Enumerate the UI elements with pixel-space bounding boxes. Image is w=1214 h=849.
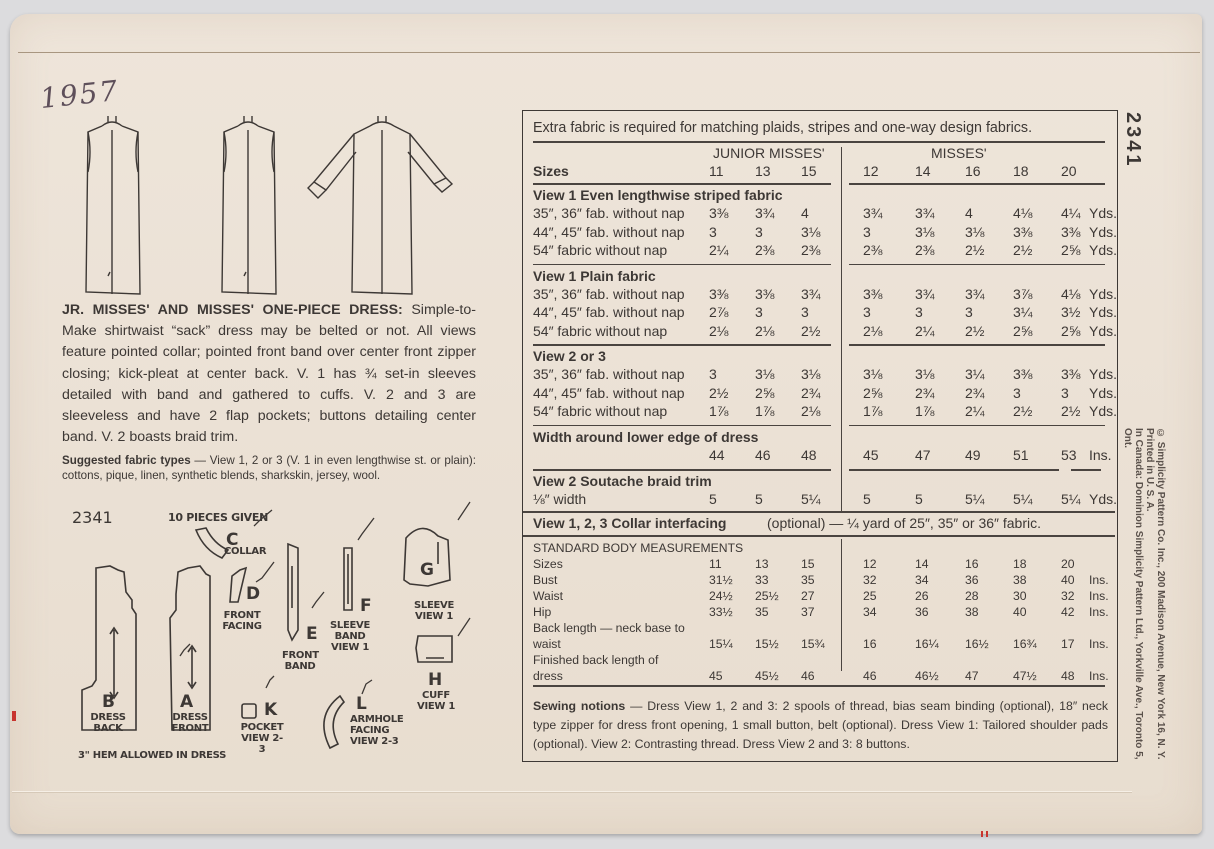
unit-label: Yds. — [1089, 403, 1118, 419]
pattern-pieces-diagram — [60, 500, 485, 770]
unit-label: Ins. — [1089, 637, 1109, 651]
piece-d-label: FRONT FACING — [222, 610, 262, 632]
unit-label: Ins. — [1089, 669, 1109, 683]
divider — [849, 344, 1105, 346]
value-cell: 5 — [709, 491, 717, 507]
value-cell: 47 — [965, 669, 979, 683]
value-cell: 15½ — [755, 637, 779, 651]
collar-interfacing-label: View 1, 2, 3 Collar interfacing — [533, 515, 727, 531]
value-cell: 3 — [1061, 384, 1069, 401]
value-cell: 15¼ — [709, 637, 733, 651]
row-label: dress — [533, 669, 563, 683]
row-label: 54″ fabric without nap — [533, 403, 668, 419]
braid-trim-title — [533, 473, 1113, 491]
value-cell: 3⅜ — [1061, 223, 1081, 240]
value-cell: 3⅛ — [863, 366, 883, 382]
value-cell: 3¾ — [965, 285, 985, 302]
piece-l-letter: L — [356, 694, 367, 714]
value-cell: 5¼ — [1013, 491, 1033, 507]
value-cell: 53 — [1061, 447, 1077, 463]
value-cell: 30 — [1013, 589, 1027, 603]
value-cell: 4⅛ — [1013, 205, 1033, 221]
value-cell: 2½ — [965, 242, 985, 258]
value-cell: 13 — [755, 163, 771, 179]
value-cell: 20 — [1061, 163, 1077, 179]
body-measurements-title-row — [533, 541, 1113, 557]
divider — [533, 141, 1105, 143]
value-cell: 3⅛ — [801, 366, 821, 382]
value-cell: 2¼ — [965, 403, 985, 419]
value-cell: 36 — [915, 605, 929, 619]
piece-l-armhole-facing-outline — [324, 696, 344, 748]
piece-e-letter: E — [306, 624, 318, 644]
measurement-row — [533, 557, 1113, 573]
value-cell: 2⅜ — [863, 242, 883, 258]
value-cell: 47½ — [1013, 669, 1037, 683]
piece-h-label: CUFF VIEW 1 — [417, 690, 455, 712]
fabric-types-label: Suggested fabric types — [62, 454, 191, 467]
value-cell: 5 — [863, 491, 871, 507]
piece-e-label: FRONT BAND — [282, 650, 319, 672]
value-cell: 3 — [915, 304, 923, 320]
envelope-flap-fold — [18, 52, 1200, 53]
value-cell: 3⅜ — [863, 285, 883, 302]
value-cell: 3⅛ — [915, 366, 935, 382]
value-cell: 3⅛ — [801, 223, 821, 240]
yardage-row — [533, 403, 1118, 421]
value-cell: 15 — [801, 163, 817, 179]
suggested-fabric-types — [62, 453, 476, 483]
value-cell: 16¼ — [915, 637, 939, 651]
view-2-back-sketch — [222, 116, 276, 294]
value-cell: 34 — [915, 573, 929, 587]
value-cell: 2⅝ — [755, 384, 775, 401]
value-cell: 32 — [1061, 589, 1075, 603]
value-cell: 11 — [709, 557, 722, 571]
piece-b-letter: B — [102, 692, 115, 712]
value-cell: 5 — [755, 491, 763, 507]
value-cell: 3¼ — [1013, 304, 1033, 320]
braid-trim-label: View 2 Soutache braid trim — [533, 473, 712, 489]
value-cell: 44 — [709, 447, 725, 463]
divider — [1071, 469, 1101, 471]
yardage-row — [533, 223, 1118, 242]
piece-d-letter: D — [246, 584, 261, 604]
value-cell: 5¼ — [1061, 491, 1081, 507]
section-title-row — [533, 348, 1113, 366]
value-cell: 15¾ — [801, 637, 825, 651]
value-cell: 2½ — [965, 322, 985, 339]
measurement-row — [533, 669, 1113, 685]
sewing-notions-label: Sewing notions — [533, 699, 626, 713]
hem-allowance-note: 3" HEM ALLOWED IN DRESS — [78, 750, 227, 761]
value-cell: 3⅜ — [709, 205, 729, 221]
fabric-types-text: — View 1, 2 or 3 (V. 1 in even lengthwise st. or plain): cottons, pique, linen, synthetic blends, sharkskin, jersey, wool. — [62, 454, 476, 482]
value-cell: 3⅜ — [1013, 366, 1033, 382]
value-cell: 3¼ — [965, 366, 985, 382]
measurement-row — [533, 621, 1113, 637]
braid-trim-row — [533, 491, 1118, 509]
value-cell: 2⅛ — [709, 322, 729, 339]
value-cell: 2⅜ — [755, 242, 775, 258]
value-cell: 45 — [709, 669, 723, 683]
piece-e-front-band-outline — [288, 544, 298, 640]
value-cell: 13 — [755, 557, 769, 571]
divider — [849, 425, 1105, 427]
value-cell: 31½ — [709, 573, 733, 587]
value-cell: 2½ — [1013, 242, 1033, 258]
copyright-vertical — [1122, 428, 1166, 768]
measurement-row — [533, 605, 1113, 621]
piece-g-letter: G — [420, 560, 434, 580]
size-group-header — [533, 145, 1113, 163]
row-label: 44″, 45″ fab. without nap — [533, 223, 685, 240]
value-cell: 3 — [709, 223, 717, 240]
piece-c-label: COLLAR — [224, 546, 267, 557]
value-cell: 2⅜ — [915, 242, 935, 258]
value-cell: 3⅞ — [1013, 285, 1033, 302]
piece-h-letter: H — [428, 670, 443, 690]
piece-b-label: DRESS BACK — [90, 712, 126, 734]
value-cell: 40 — [1061, 573, 1075, 587]
value-cell: 24½ — [709, 589, 733, 603]
value-cell: 32 — [863, 573, 877, 587]
section-title-row — [533, 187, 1113, 205]
value-cell: 2⅝ — [1061, 242, 1081, 258]
measurement-row — [533, 589, 1113, 605]
width-lower-edge-label: Width around lower edge of dress — [533, 429, 759, 445]
pattern-number-vertical: 2341 — [1122, 112, 1144, 169]
unit-label: Ins. — [1089, 447, 1112, 463]
check-marks — [180, 502, 470, 694]
value-cell: 3 — [863, 304, 871, 320]
value-cell: 38 — [965, 605, 979, 619]
value-cell: 48 — [1061, 669, 1075, 683]
sewing-notions — [533, 697, 1108, 754]
value-cell: 16 — [965, 557, 979, 571]
divider — [533, 183, 831, 185]
value-cell: 5¼ — [965, 491, 985, 507]
value-cell: 2¼ — [915, 322, 935, 339]
value-cell: 3 — [965, 304, 973, 320]
value-cell: 35 — [801, 573, 815, 587]
piece-k-letter: K — [264, 700, 278, 720]
value-cell: 46 — [801, 669, 815, 683]
value-cell: 3½ — [1061, 304, 1081, 320]
value-cell: 35 — [755, 605, 769, 619]
yardage-row — [533, 285, 1118, 304]
value-cell: 46 — [863, 669, 877, 683]
value-cell: 5 — [915, 491, 923, 507]
yardage-row — [533, 242, 1118, 260]
sizes-header-row — [533, 163, 1113, 181]
value-cell: 33½ — [709, 605, 733, 619]
value-cell: 2⅝ — [1013, 322, 1033, 339]
piece-k-label: POCKET VIEW 2-3 — [240, 722, 284, 755]
row-label: 44″, 45″ fab. without nap — [533, 304, 685, 320]
value-cell: 2¾ — [965, 384, 985, 401]
divider — [849, 469, 1059, 471]
value-cell: 38 — [1013, 573, 1027, 587]
unit-label: Yds. — [1089, 205, 1118, 221]
dress-back-view-sketches — [80, 112, 480, 302]
value-cell: 2¾ — [915, 384, 935, 401]
measurement-row — [533, 573, 1113, 589]
copyright-line-1: © Simplicity Pattern Co. Inc., 200 Madison Avenue, New York 16, N. Y. Printed in U. S. A. — [1144, 428, 1166, 760]
unit-label: Ins. — [1089, 605, 1109, 619]
width-lower-edge-title — [533, 429, 1113, 447]
value-cell: 26 — [915, 589, 929, 603]
red-print-mark — [981, 831, 983, 837]
value-cell: 2½ — [1061, 403, 1081, 419]
value-cell: 2⅝ — [863, 384, 883, 401]
value-cell: 1⅞ — [915, 403, 935, 419]
yardage-row — [533, 366, 1118, 384]
value-cell: 16¾ — [1013, 637, 1037, 651]
value-cell: 18 — [1013, 163, 1029, 179]
divider — [533, 344, 831, 346]
value-cell: 20 — [1061, 557, 1075, 571]
value-cell: 3 — [755, 223, 763, 240]
divider — [523, 535, 1115, 537]
unit-label: Yds. — [1089, 366, 1118, 382]
value-cell: 3 — [863, 223, 871, 240]
divider — [849, 264, 1105, 266]
value-cell: 2½ — [1013, 403, 1033, 419]
row-label: Sizes — [533, 557, 563, 571]
view-1-back-sketch — [308, 116, 452, 294]
value-cell: 48 — [801, 447, 817, 463]
value-cell: 45 — [863, 447, 879, 463]
value-cell: 16 — [863, 637, 877, 651]
row-label: 35″, 36″ fab. without nap — [533, 366, 685, 382]
row-label: Back length — neck base to — [533, 621, 685, 635]
value-cell: 37 — [801, 605, 815, 619]
value-cell: 2⅝ — [1061, 322, 1081, 339]
value-cell: 16 — [965, 163, 981, 179]
section-title: View 2 or 3 — [533, 348, 606, 364]
sizes-label: Sizes — [533, 163, 569, 179]
divider — [849, 183, 1105, 185]
unit-label: Yds. — [1089, 322, 1118, 339]
value-cell: 4¼ — [1061, 205, 1081, 221]
value-cell: 14 — [915, 557, 929, 571]
divider — [523, 511, 1115, 513]
description-title: JR. MISSES' AND MISSES' ONE-PIECE DRESS: — [62, 302, 403, 318]
measurement-row — [533, 637, 1113, 653]
copyright-line-2: In Canada: Dominion Simplicity Pattern Ltd., Yorkville Ave., Toronto 5, Ont. — [1122, 428, 1144, 760]
divider — [533, 685, 1105, 687]
value-cell: 11 — [709, 163, 724, 179]
yardage-row — [533, 205, 1118, 223]
value-cell: 15 — [801, 557, 815, 571]
piece-g-label: SLEEVE VIEW 1 — [413, 600, 454, 622]
value-cell: 14 — [915, 163, 931, 179]
value-cell: 2⅜ — [801, 242, 821, 258]
row-label: 44″, 45″ fab. without nap — [533, 384, 685, 401]
section-title: View 1 Even lengthwise striped fabric — [533, 187, 783, 203]
sewing-notions-text: — Dress View 1, 2 and 3: 2 spools of thread, bias seam binding (optional), 18″ neck type zipper for dress front opening, 1 small button, belt (optional). Dress View 1: Tailored shoulder pads (optional). View 2: Contrasting thread. Dress View 2 and 3: 8 buttons. — [533, 699, 1109, 751]
value-cell: 12 — [863, 557, 877, 571]
measurement-row — [533, 653, 1113, 669]
value-cell: 49 — [965, 447, 981, 463]
piece-c-letter: C — [226, 530, 239, 550]
red-edge-mark — [12, 711, 16, 721]
unit-label: Yds. — [1089, 242, 1118, 258]
yardage-row — [533, 384, 1118, 403]
divider — [533, 469, 831, 471]
piece-h-cuff-outline — [416, 636, 452, 662]
piece-f-letter: F — [360, 596, 372, 616]
row-label: waist — [533, 637, 561, 651]
value-cell: 1⅞ — [863, 403, 883, 419]
body-measurements-title: STANDARD BODY MEASUREMENTS — [533, 541, 744, 555]
value-cell: 3¾ — [755, 205, 775, 221]
value-cell: 2¾ — [801, 384, 821, 401]
value-cell: 3⅛ — [755, 366, 775, 382]
row-label: 35″, 36″ fab. without nap — [533, 285, 685, 302]
value-cell: 3⅜ — [1013, 223, 1033, 240]
piece-k-pocket-outline — [242, 704, 256, 718]
value-cell: 3⅛ — [965, 223, 985, 240]
value-cell: 27 — [801, 589, 815, 603]
value-cell: 18 — [1013, 557, 1027, 571]
yardage-table — [522, 110, 1118, 762]
row-label: Finished back length of — [533, 653, 659, 667]
value-cell: 3¾ — [801, 285, 821, 302]
yardage-row — [533, 304, 1118, 322]
value-cell: 3⅛ — [915, 223, 935, 240]
unit-label: Yds. — [1089, 491, 1118, 507]
braid-width-label: ⅛″ width — [533, 491, 587, 507]
value-cell: 42 — [1061, 605, 1075, 619]
value-cell: 46 — [755, 447, 771, 463]
piece-f-sleeve-band-outline — [344, 548, 352, 610]
section-title-row — [533, 268, 1113, 286]
value-cell: 1⅞ — [709, 403, 729, 419]
row-label: Bust — [533, 573, 558, 587]
value-cell: 47 — [915, 447, 931, 463]
value-cell: 3¾ — [915, 205, 935, 221]
value-cell: 2½ — [801, 322, 821, 339]
extra-fabric-note: Extra fabric is required for matching plaids, stripes and one-way design fabrics. — [533, 120, 1033, 136]
group-misses: MISSES' — [931, 145, 987, 161]
value-cell: 45½ — [755, 669, 779, 683]
value-cell: 34 — [863, 605, 877, 619]
description-body: Simple-to-Make shirtwaist “sack” dress may be belted or not. All views feature pointed collar; pointed front band over center front zipper closing; kick-pleat at center back. V. 1 has ¾ set-in sleeves detailed with band and gathered to cuffs. V. 2 and 3 are sleeveless and have 2 flap pockets; buttons detailing center band. V. 2 boasts braid trim. — [62, 302, 476, 446]
piece-f-label: SLEEVE BAND VIEW 1 — [330, 620, 371, 653]
value-cell: 1⅞ — [755, 403, 775, 419]
piece-l-label: ARMHOLE FACING VIEW 2-3 — [350, 714, 404, 747]
value-cell: 28 — [965, 589, 979, 603]
value-cell: 51 — [1013, 447, 1029, 463]
width-lower-edge-row — [533, 447, 1113, 465]
envelope-bottom-fold — [12, 791, 1132, 792]
value-cell: 2⅛ — [755, 322, 775, 339]
unit-label: Yds. — [1089, 223, 1118, 240]
collar-interfacing-row — [533, 515, 1113, 533]
value-cell: 2½ — [709, 384, 729, 401]
value-cell: 4 — [801, 205, 809, 221]
unit-label: Ins. — [1089, 573, 1109, 587]
unit-label: Yds. — [1089, 285, 1118, 302]
divider — [533, 425, 831, 427]
value-cell: 12 — [863, 163, 879, 179]
row-label: Hip — [533, 605, 552, 619]
value-cell: 2¼ — [709, 242, 729, 258]
pieces-count-label: 10 PIECES GIVEN — [168, 511, 269, 524]
row-label: Waist — [533, 589, 564, 603]
value-cell: 25 — [863, 589, 877, 603]
row-label: 35″, 36″ fab. without nap — [533, 205, 685, 221]
yardage-row — [533, 322, 1118, 341]
value-cell: 5¼ — [801, 491, 821, 507]
value-cell: 33 — [755, 573, 769, 587]
unit-label: Ins. — [1089, 589, 1109, 603]
unit-label: Yds. — [1089, 384, 1118, 401]
value-cell: 4⅛ — [1061, 285, 1081, 302]
view-3-back-sketch — [86, 116, 140, 294]
section-title: View 1 Plain fabric — [533, 267, 656, 284]
value-cell: 2⅞ — [709, 304, 729, 320]
value-cell: 16½ — [965, 637, 989, 651]
value-cell: 3⅜ — [1061, 366, 1081, 382]
handwritten-year: 1957 — [38, 73, 121, 116]
group-junior-misses: JUNIOR MISSES' — [713, 145, 825, 161]
value-cell: 17 — [1061, 637, 1075, 651]
piece-a-label: DRESS FRONT — [171, 712, 209, 734]
collar-interfacing-text: (optional) — ¼ yard of 25″, 35″ or 36″ fabric. — [767, 515, 1042, 531]
value-cell: 25½ — [755, 589, 779, 603]
value-cell: 3 — [755, 304, 763, 320]
value-cell: 3 — [709, 366, 717, 382]
value-cell: 3¾ — [863, 205, 883, 221]
row-label: 54″ fabric without nap — [533, 242, 668, 258]
value-cell: 3 — [801, 304, 809, 320]
red-print-mark — [986, 831, 988, 837]
piece-d-front-facing-outline — [230, 568, 246, 602]
value-cell: 46½ — [915, 669, 939, 683]
value-cell: 3 — [1013, 384, 1021, 401]
pattern-description — [62, 300, 476, 448]
value-cell: 36 — [965, 573, 979, 587]
divider — [533, 264, 831, 266]
pieces-pattern-number: 2341 — [72, 508, 113, 527]
value-cell: 2⅛ — [801, 403, 821, 419]
value-cell: 3⅜ — [709, 285, 729, 302]
piece-a-letter: A — [180, 692, 194, 712]
value-cell: 3⅜ — [755, 285, 775, 302]
value-cell: 4 — [965, 205, 973, 221]
row-label: 54″ fabric without nap — [533, 322, 668, 339]
value-cell: 40 — [1013, 605, 1027, 619]
value-cell: 2⅛ — [863, 322, 883, 339]
value-cell: 3¾ — [915, 285, 935, 302]
unit-label: Yds. — [1089, 304, 1118, 320]
